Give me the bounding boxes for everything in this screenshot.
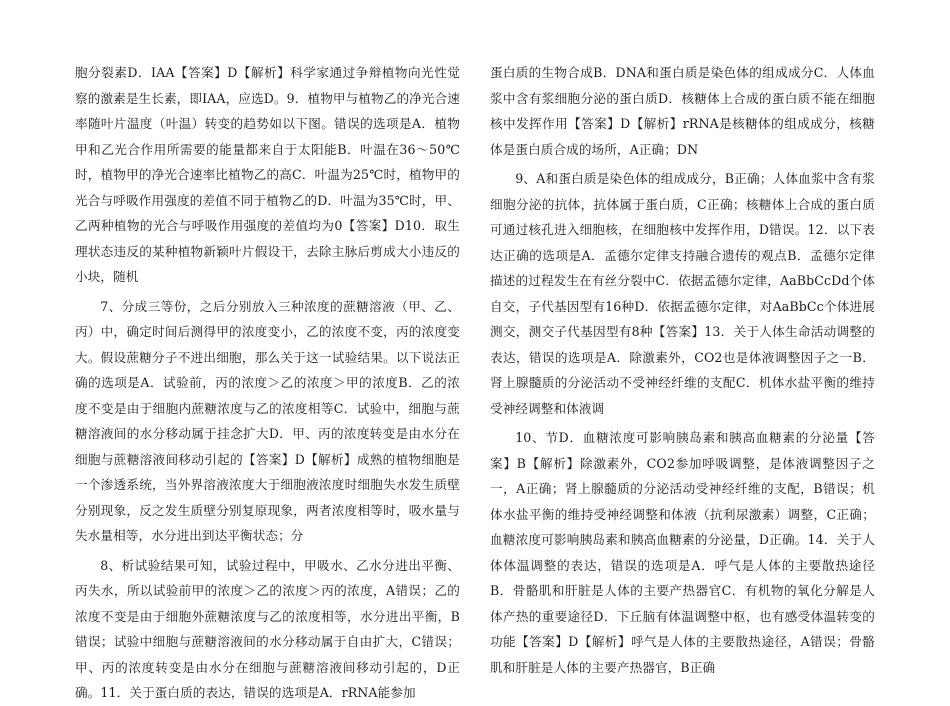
right-paragraph-2: 9、A和蛋白质是染色体的组成成分，B正确；人体血浆中含有浆细胞分泌的抗体，抗体属于蛋白质，C正确；核糖体上合成的蛋白质可通过核孔进入细胞核，在细胞核中发挥作用，D错误。12．以下表达正确的选项是A．孟德尔定律支持融合遗传的观点B．孟德尔定律描述的过程发生在有丝分裂中C．依据孟德尔定律，AaBbCcDd个体自交，子代基因型有16种D．依据孟德尔定律，对AaBbCc个体进展测交，测交子代基因型有8种【答案】13．关于人体生命活动调整的表达，错误的选项是A．除激素外，CO2也是体液调整因子之一B．肾上腺髓质的分泌活动不受神经纤维的支配C．机体水盐平衡的维持受神经调整和体液调 (490, 171, 875, 416)
right-paragraph-1: 蛋白质的生物合成B．DNA和蛋白质是染色体的组成成分C．人体血浆中含有浆细胞分泌的蛋白质D．核糖体上合成的蛋白质不能在细胞核中发挥作用【答案】D【解析】rRNA是核糖体的组成成分，核糖体是蛋白质合成的场所，A正确；DN (490, 65, 875, 157)
right-column (490, 60, 875, 680)
left-paragraph-1: 胞分裂素D．IAA【答案】D【解析】科学家通过争辩植物向光性觉察的激素是生长素，即IAA，应选D。9．植物甲与植物乙的净光合速率随叶片温度（叶温）转变的趋势如以下图。错误的选项是A．植物甲和乙光合作用所需要的能量都来自于太阳能B．叶温在36～50℃时，植物甲的净光合速率比植物乙的高C．叶温为25℃时，植物甲的光合与呼吸作用强度的差值不同于植物乙的D．叶温为35℃时，甲、乙两种植物的光合与呼吸作用强度的差值均为0【答案】D10．取生理状态违反的某种植物新颖叶片假设干，去除主脉后剪成大小违反的小块，随机 (75, 65, 460, 284)
left-paragraph-2: 7、分成三等份，之后分别放入三种浓度的蔗糖溶液（甲、乙、丙）中，确定时间后测得甲的浓度变小，乙的浓度不变，丙的浓度变大。假设蔗糖分子不进出细胞，那么关于这一试验结果。以下说法正确的选项是A．试验前，丙的浓度＞乙的浓度＞甲的浓度B．乙的浓度不变是由于细胞内蔗糖浓度与乙的浓度相等C．试验中，细胞与蔗糖溶液间的水分移动属于挂念扩大D．甲、丙的浓度转变是由水分在细胞与蔗糖溶液间移动引起的【答案】D【解析】成熟的植物细胞是一个渗透系统，当外界溶液浓度大于细胞液浓度时细胞失水发生质壁分别现象，反之发生质壁分别复原现象，两者浓度相等时，吸水量与失水量相等，水分进出到达平衡状态；分 (75, 298, 460, 543)
left-paragraph-3: 8、析试验结果可知，试验过程中，甲吸水、乙水分进出平衡、丙失水，所以试验前甲的浓度＞乙的浓度＞丙的浓度，A错误；乙的浓度不变是由于细胞外蔗糖浓度与乙的浓度相等，水分进出平衡，B错误；试验中细胞与蔗糖溶液间的水分移动属于自由扩大，C错误；甲、丙的浓度转变是由水分在细胞与蔗糖溶液间移动引起的，D正确。11．关于蛋白质的表达，错误的选项是A．rRNA能参加 (75, 557, 460, 700)
right-paragraph-3: 10、节D．血糖浓度可影响胰岛素和胰高血糖素的分泌量【答案】B【解析】除激素外，CO2参加呼吸调整，是体液调整因子之一，A正确；肾上腺髓质的分泌活动受神经纤维的支配，B错误；机体水盐平衡的维持受神经调整和体液（抗利尿激素）调整，C正确；血糖浓度可影响胰岛素和胰高血糖素的分泌量，D正确。14．关于人体体温调整的表达，错误的选项是A．呼气是人体的主要散热途径B．骨骼肌和肝脏是人体的主要产热器官C．有机物的氧化分解是人体产热的重要途径D．下丘脑有体温调整中枢，也有感受体温转变的功能【答案】D【解析】呼气是人体的主要散热途径，A错误；骨骼肌和肝脏是人体的主要产热器官，B正确 (490, 430, 875, 675)
left-column (75, 60, 460, 706)
